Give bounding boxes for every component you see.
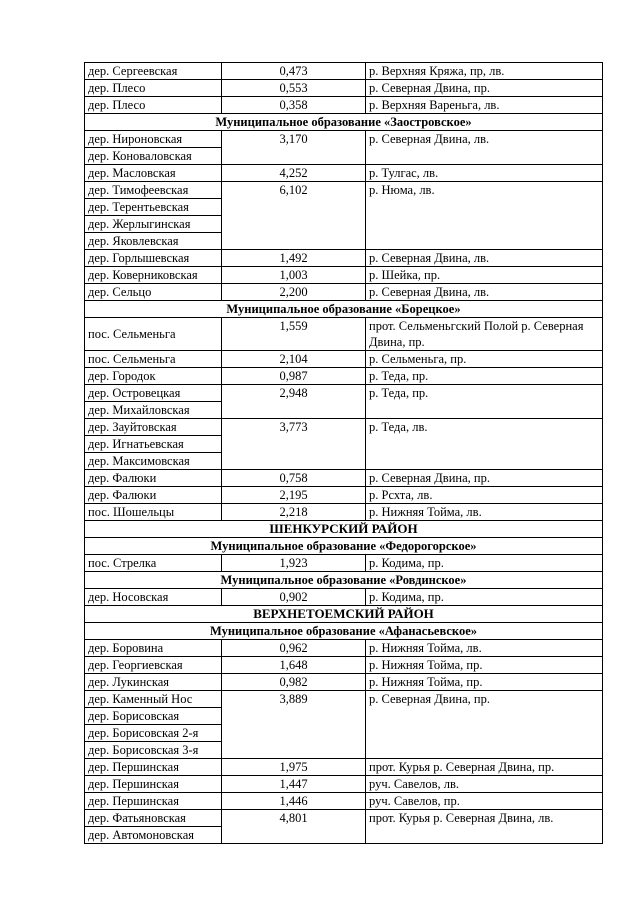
water-body-cell: р. Теда, лв. [366, 419, 603, 470]
settlement-cell: пос. Сельменьга [85, 318, 222, 351]
table-row [85, 640, 603, 657]
settlement-cell: дер. Борисовская 3-я [85, 742, 222, 759]
settlement-cell: дер. Фалюки [85, 487, 222, 504]
settlement-cell: дер. Каменный Нос [85, 691, 222, 708]
table-row [85, 182, 603, 199]
settlement-cell: дер. Коноваловская [85, 148, 222, 165]
value-cell: 2,195 [222, 487, 366, 504]
table-row [85, 131, 603, 148]
settlement-cell: дер. Максимовская [85, 453, 222, 470]
table-row [85, 589, 603, 606]
municipality-header-row [85, 572, 603, 589]
table-row [85, 63, 603, 80]
value-cell: 3,170 [222, 131, 366, 165]
table-row [85, 759, 603, 776]
municipality-title: Муниципальное образование «Федорогорское» [85, 538, 603, 555]
settlement-cell: пос. Стрелка [85, 555, 222, 572]
settlement-cell: дер. Борисовская [85, 708, 222, 725]
value-cell: 1,446 [222, 793, 366, 810]
settlement-cell: дер. Плесо [85, 80, 222, 97]
water-body-cell: р. Нижняя Тойма, пр. [366, 657, 603, 674]
value-cell: 0,473 [222, 63, 366, 80]
water-bodies-table [84, 62, 603, 844]
table-row [85, 810, 603, 827]
settlement-cell: дер. Яковлевская [85, 233, 222, 250]
water-body-cell: р. Теда, пр. [366, 385, 603, 419]
value-cell: 3,889 [222, 691, 366, 759]
water-body-cell: р. Северная Двина, пр. [366, 80, 603, 97]
value-cell: 1,003 [222, 267, 366, 284]
water-body-cell: р. Нижняя Тойма, лв. [366, 640, 603, 657]
value-cell: 2,948 [222, 385, 366, 419]
water-body-cell: руч. Савелов, пр. [366, 793, 603, 810]
water-body-cell: р. Теда, пр. [366, 368, 603, 385]
settlement-cell: дер. Игнатьевская [85, 436, 222, 453]
table-row [85, 419, 603, 436]
value-cell: 3,773 [222, 419, 366, 470]
settlement-cell: дер. Борисовская 2-я [85, 725, 222, 742]
municipality-title: Муниципальное образование «Борецкое» [85, 301, 603, 318]
municipality-header-row [85, 301, 603, 318]
value-cell: 1,648 [222, 657, 366, 674]
water-body-cell: р. Северная Двина, лв. [366, 131, 603, 165]
value-cell: 0,758 [222, 470, 366, 487]
value-cell: 0,962 [222, 640, 366, 657]
settlement-cell: дер. Михайловская [85, 402, 222, 419]
settlement-cell: дер. Масловская [85, 165, 222, 182]
table-row [85, 657, 603, 674]
table-row [85, 793, 603, 810]
table-row [85, 250, 603, 267]
settlement-cell: дер. Георгиевская [85, 657, 222, 674]
water-body-cell: р. Северная Двина, лв. [366, 284, 603, 301]
municipality-header-row [85, 538, 603, 555]
table-row [85, 470, 603, 487]
water-body-cell: р. Кодима, пр. [366, 589, 603, 606]
settlement-cell: дер. Плесо [85, 97, 222, 114]
value-cell: 0,553 [222, 80, 366, 97]
water-body-cell: прот. Курья р. Северная Двина, пр. [366, 759, 603, 776]
municipality-title: Муниципальное образование «Заостровское» [85, 114, 603, 131]
settlement-cell: пос. Шошельцы [85, 504, 222, 521]
municipality-title: Муниципальное образование «Ровдинское» [85, 572, 603, 589]
settlement-cell: дер. Лукинская [85, 674, 222, 691]
table-row [85, 318, 603, 351]
value-cell: 6,102 [222, 182, 366, 250]
settlement-cell: дер. Першинская [85, 776, 222, 793]
value-cell: 0,987 [222, 368, 366, 385]
municipality-header-row [85, 114, 603, 131]
district-header-row [85, 606, 603, 623]
settlement-cell: дер. Сельцо [85, 284, 222, 301]
value-cell: 0,358 [222, 97, 366, 114]
settlement-cell: дер. Першинская [85, 759, 222, 776]
table-body [85, 63, 603, 844]
settlement-cell: дер. Першинская [85, 793, 222, 810]
settlement-cell: дер. Нироновская [85, 131, 222, 148]
value-cell: 2,218 [222, 504, 366, 521]
table-row [85, 368, 603, 385]
settlement-cell: дер. Жерлыгинская [85, 216, 222, 233]
water-body-cell: р. Шейка, пр. [366, 267, 603, 284]
value-cell: 0,982 [222, 674, 366, 691]
water-body-cell: р. Тулгас, лв. [366, 165, 603, 182]
water-body-cell: р. Нижняя Тойма, лв. [366, 504, 603, 521]
value-cell: 4,252 [222, 165, 366, 182]
value-cell: 1,559 [222, 318, 366, 351]
value-cell: 1,975 [222, 759, 366, 776]
settlement-cell: дер. Фалюки [85, 470, 222, 487]
water-body-cell: р. Северная Двина, лв. [366, 250, 603, 267]
value-cell: 0,902 [222, 589, 366, 606]
settlement-cell: дер. Городок [85, 368, 222, 385]
municipality-header-row [85, 623, 603, 640]
table-row [85, 267, 603, 284]
municipality-title: Муниципальное образование «Афанасьевское» [85, 623, 603, 640]
table-row [85, 555, 603, 572]
settlement-cell: дер. Горлышевская [85, 250, 222, 267]
settlement-cell: дер. Островецкая [85, 385, 222, 402]
settlement-cell: дер. Боровина [85, 640, 222, 657]
settlement-cell: дер. Сергеевская [85, 63, 222, 80]
table-row [85, 165, 603, 182]
table-row [85, 691, 603, 708]
water-body-cell: прот. Сельменьгский Полой р. Северная Двина, пр. [366, 318, 603, 351]
value-cell: 2,104 [222, 351, 366, 368]
water-body-cell: р. Верхняя Вареньга, лв. [366, 97, 603, 114]
water-body-cell: р. Северная Двина, пр. [366, 691, 603, 759]
water-body-cell: р. Сельменьга, пр. [366, 351, 603, 368]
value-cell: 2,200 [222, 284, 366, 301]
settlement-cell: дер. Автомоновская [85, 827, 222, 844]
water-body-cell: р. Нюма, лв. [366, 182, 603, 250]
settlement-cell: дер. Фатьяновская [85, 810, 222, 827]
table-row [85, 776, 603, 793]
value-cell: 1,447 [222, 776, 366, 793]
value-cell: 1,492 [222, 250, 366, 267]
water-body-cell: р. Кодима, пр. [366, 555, 603, 572]
table-row [85, 351, 603, 368]
water-body-cell: прот. Курья р. Северная Двина, лв. [366, 810, 603, 844]
table-row [85, 504, 603, 521]
water-body-cell: р. Северная Двина, пр. [366, 470, 603, 487]
value-cell: 1,923 [222, 555, 366, 572]
water-body-cell: р. Нижняя Тойма, пр. [366, 674, 603, 691]
table-row [85, 674, 603, 691]
table-row [85, 487, 603, 504]
settlement-cell: пос. Сельменьга [85, 351, 222, 368]
district-title: ШЕНКУРСКИЙ РАЙОН [85, 521, 603, 538]
water-body-cell: р. Рсхта, лв. [366, 487, 603, 504]
district-header-row [85, 521, 603, 538]
district-title: ВЕРХНЕТОЕМСКИЙ РАЙОН [85, 606, 603, 623]
settlement-cell: дер. Зауйтовская [85, 419, 222, 436]
water-body-cell: р. Верхняя Кряжа, пр, лв. [366, 63, 603, 80]
value-cell: 4,801 [222, 810, 366, 844]
table-row [85, 97, 603, 114]
table-row [85, 80, 603, 97]
table-row [85, 284, 603, 301]
table-row [85, 385, 603, 402]
water-body-cell: руч. Савелов, лв. [366, 776, 603, 793]
settlement-cell: дер. Носовская [85, 589, 222, 606]
settlement-cell: дер. Терентьевская [85, 199, 222, 216]
settlement-cell: дер. Коверниковская [85, 267, 222, 284]
settlement-cell: дер. Тимофеевская [85, 182, 222, 199]
